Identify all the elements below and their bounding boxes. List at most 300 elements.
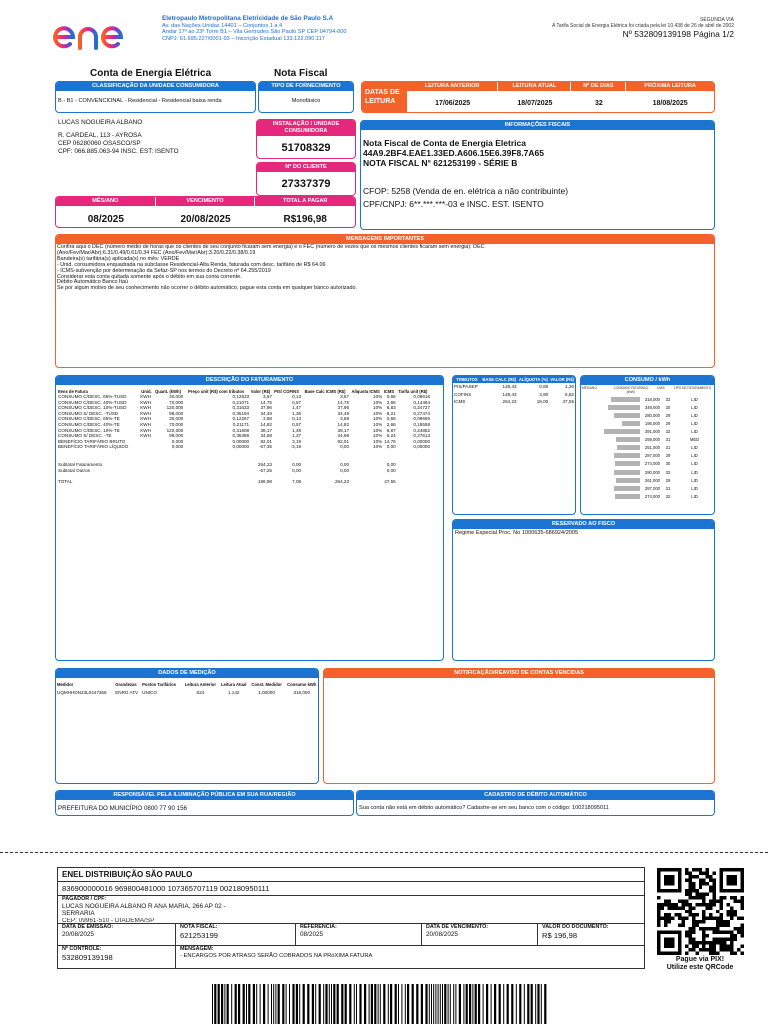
- leitura-atual-value: 18/07/2025: [517, 100, 553, 108]
- billing-col-header: Quant. (kWh): [154, 389, 182, 394]
- billing-cell: KWH: [140, 427, 151, 433]
- billing-subtotal-cell: 0,00: [340, 467, 350, 473]
- billing-box: [55, 375, 444, 661]
- customer-info: [58, 119, 179, 156]
- consumption-bar: [614, 470, 640, 475]
- billing-cell: 3,19: [292, 438, 302, 444]
- messages-box: [55, 234, 715, 368]
- billing-cell: -67,35: [258, 444, 272, 450]
- billing-cell: KWH: [140, 405, 151, 411]
- billing-col-header: ICMS: [383, 389, 395, 394]
- slip-value-label: VALOR DO DOCUMENTO:: [542, 924, 609, 930]
- fisco-header: RESERVADO AO FISCO: [453, 520, 714, 529]
- consumption-row: [582, 476, 713, 484]
- fiscal-invoice-number: NOTA FISCAL N° 621253199 - SÉRIE B: [363, 158, 518, 168]
- tax-row: [453, 391, 575, 399]
- billing-cell: 0,00000: [232, 444, 250, 450]
- billing-cell: 0,57: [292, 399, 302, 405]
- tax-cell: PIS/PASEP: [454, 384, 478, 389]
- slip-barcode-line[interactable]: 836900000016 969800481000 107365707119 002180950111: [58, 882, 644, 896]
- consumption-bar: [616, 437, 640, 442]
- consumption-row: [582, 460, 713, 468]
- billing-cell: CONSUMO C/DESC. 65%-TUSD: [58, 394, 127, 399]
- billing-cell: 0,27613: [413, 433, 430, 439]
- billing-cell: 10%: [373, 416, 383, 422]
- consumption-col-header: TIPO DE FATURAMENTO: [673, 386, 712, 390]
- billing-cell: 70,000: [169, 421, 184, 427]
- billing-cell: CONSUMO C/DESC. 10%-TUSD: [58, 405, 127, 411]
- doc-header-right: [454, 17, 734, 39]
- consumption-col-header: MÊS/ANO: [582, 386, 597, 390]
- fisco-text: Regime Especial Proc. No 1000635-686924/2005: [455, 530, 579, 536]
- consumption-row: [582, 492, 713, 500]
- taxes-table: [453, 376, 575, 406]
- consumption-days: 31: [665, 445, 671, 451]
- consumption-header: CONSUMO / kWh: [581, 376, 714, 385]
- fiscal-access-key: 44A9.2BF4.EAE1.33ED.A606.15E6.39F8.7A65: [363, 148, 544, 158]
- consumption-type: LID: [691, 412, 698, 418]
- billing-cell: KWH: [140, 416, 151, 422]
- billing-cell: 0,00000: [232, 438, 250, 444]
- billing-cell: KWH: [140, 421, 151, 427]
- billing-cell: 1,36: [292, 410, 302, 416]
- billing-cell: 14,75: [260, 399, 272, 405]
- metering-col-header: Postos Tarifários: [142, 682, 177, 687]
- billing-total-cell: 264,23: [334, 479, 350, 485]
- slip-issue-date: 20/08/2025: [62, 931, 94, 938]
- fiscal-cfop: CFOP: 5258 (Venda de en. elétrica a não contribuinte): [363, 186, 569, 196]
- consumption-row: [582, 403, 713, 411]
- messages-list: [56, 244, 714, 293]
- billing-subtotal-cell: 0,00: [386, 467, 396, 473]
- consumption-bar: [614, 486, 640, 491]
- reading-dates-label: DATAS DE LEITURA: [362, 82, 407, 112]
- tax-cell: COFINS: [454, 391, 472, 397]
- billing-cell: 0,21171: [232, 421, 250, 427]
- consumption-type: MED: [689, 437, 700, 443]
- billing-cell: 10%: [373, 427, 383, 433]
- consumption-type: LID: [691, 493, 698, 499]
- doc-number: Nº 532809139198 Página 1/2: [622, 29, 734, 39]
- consumption-type: LID: [691, 429, 698, 435]
- consumption-days: 29: [665, 453, 671, 459]
- supply-value: Monofásico: [291, 98, 321, 104]
- billing-row: [58, 422, 430, 428]
- billing-cell: 6,21: [386, 410, 396, 416]
- billing-col-header: Valor (R$): [250, 389, 271, 394]
- consumption-bar: [615, 494, 640, 499]
- consumption-days: 31: [665, 485, 671, 491]
- billing-cell: 120,000: [166, 405, 184, 411]
- consumption-days: 32: [665, 493, 671, 499]
- billing-col-header: PIS/ COFINS: [274, 389, 299, 394]
- consumption-type: LID: [691, 453, 698, 459]
- billing-cell: 0,13: [292, 416, 302, 422]
- billing-cell: 2,65: [386, 399, 396, 405]
- billing-cell: 34,68: [337, 433, 350, 439]
- billing-cell: 70,000: [169, 399, 184, 405]
- billing-cell: 10%: [373, 433, 383, 439]
- consumption-row: [582, 484, 713, 492]
- billing-cell: 0,66: [386, 394, 396, 399]
- proxima-leitura-value: 18/08/2025: [652, 100, 688, 108]
- billing-col-header: Tarifa unit (R$): [398, 389, 428, 394]
- billing-cell: 82,01: [260, 438, 272, 444]
- consumption-value: 287,000: [644, 453, 660, 459]
- payment-summary: [55, 196, 356, 228]
- billing-subtotal-cell: 0,00: [386, 461, 396, 467]
- consumption-days: 32: [665, 429, 671, 435]
- billing-cell: 0,16558: [413, 421, 430, 427]
- billing-total-cell: 47,55: [384, 479, 396, 485]
- billing-cell: 3,67: [263, 394, 272, 399]
- billing-subtotal-cell: Subtotal Outros: [58, 467, 90, 473]
- slip-due: 20/08/2025: [426, 931, 458, 938]
- consumption-value: 274,000: [644, 461, 660, 467]
- pix-caption-line: Pague via PIX!: [675, 956, 725, 963]
- billing-cell: 0,14484: [413, 399, 430, 405]
- consumption-col-header: DIAS: [657, 386, 665, 390]
- payment-slip: [57, 867, 645, 969]
- tax-cell: 0,85: [539, 384, 549, 389]
- message-line: Confira aqui o DEC (número médio de horas que os clientes de seu conjunto ficaram sem energia) e o FEC (número de vezes que os mesmos clientes ficaram sem energia): DEC: [57, 244, 485, 250]
- consumption-value: 349,000: [644, 404, 660, 410]
- fiscal-info-box: [360, 120, 715, 230]
- billing-cell: KWH: [140, 433, 151, 439]
- metering-cell: UNICO: [142, 690, 157, 695]
- metering-cell: 1,00000: [258, 690, 275, 695]
- tax-cell: 18,00: [536, 399, 549, 405]
- consumption-box: [580, 375, 715, 515]
- num-dias-value: 32: [594, 100, 603, 108]
- metering-col-header: Leitura Atual: [220, 682, 247, 687]
- payment-barcode[interactable]: [212, 984, 550, 1024]
- supply-box: [258, 81, 354, 113]
- slip-issue-label: DATA DE EMISSÃO:: [62, 924, 114, 930]
- consumption-type: LID: [691, 404, 698, 410]
- consumption-bar: [611, 397, 640, 402]
- slip-payer-label: PAGADOR / CPF:: [62, 896, 107, 902]
- tax-col-header: BASE CALC (R$): [482, 377, 517, 382]
- consumption-row: [582, 444, 713, 452]
- billing-cell: 0,00000: [413, 438, 430, 444]
- billing-cell: 10%: [373, 444, 383, 450]
- cut-line: [0, 852, 768, 853]
- billing-cell: 10%: [373, 438, 383, 444]
- public-lighting-box: [55, 790, 354, 816]
- billing-cell: 0,35388: [232, 433, 250, 439]
- billing-cell: 34,68: [260, 433, 272, 439]
- col-total-pagar: TOTAL A PAGAR: [255, 197, 355, 206]
- tax-cell: 149,43: [502, 384, 517, 389]
- billing-cell: 98,000: [169, 433, 184, 439]
- mes-ano-value: 08/2025: [87, 213, 124, 225]
- invoice-title: Nota Fiscal: [274, 68, 328, 79]
- taxes-box: [452, 375, 576, 515]
- billing-cell: 120,000: [166, 427, 184, 433]
- pix-caption-line: Utilize este QRCode: [666, 964, 734, 971]
- col-num-dias: Nº DE DIAS: [571, 82, 626, 91]
- consumption-value: 280,000: [644, 412, 660, 418]
- billing-cell: 0,13: [292, 394, 302, 399]
- message-line: - ICMS-subvenção por determinação da Sefaz-SP nos termos do Decreto nº 64.255/2019: [57, 267, 271, 274]
- auto-debit-box: [356, 790, 715, 816]
- tax-row: [453, 383, 575, 391]
- consumption-bar: [604, 429, 640, 434]
- billing-col-header: Unid.: [141, 389, 152, 394]
- consumption-row: [582, 436, 713, 444]
- consumption-days: 29: [665, 421, 671, 427]
- slip-message-label: MENSAGEM:: [180, 946, 214, 952]
- consumption-value: 251,000: [644, 445, 660, 451]
- tax-cell: 1,26: [565, 384, 574, 389]
- billing-cell: 14,82: [337, 421, 350, 427]
- consumption-value: 274,000: [644, 493, 660, 499]
- billing-cell: 0,31633: [232, 405, 250, 411]
- consumption-value: 287,000: [644, 485, 660, 491]
- auto-debit-header: CADASTRO DE DÉBITO AUTOMÁTICO: [357, 791, 714, 800]
- billing-col-header: Preço unit (R$) com tributos: [188, 389, 245, 394]
- consumption-days: 29: [665, 412, 671, 418]
- billing-col-header: Itens de Fatura: [58, 389, 88, 394]
- metering-cell: 1.142: [227, 690, 240, 695]
- metering-cell: ENRG ATV: [115, 690, 139, 695]
- billing-cell: 14,75: [337, 399, 350, 405]
- pix-caption: [650, 956, 750, 972]
- fiscal-cpf: CPF/CNPJ: 6**.***.***-03 e INSC. EST. ISENTO: [363, 199, 544, 209]
- consumption-days: 32: [665, 396, 671, 402]
- billing-row: [58, 394, 430, 400]
- billing-cell: 6,83: [386, 405, 396, 411]
- billing-cell: 0,35194: [232, 410, 250, 416]
- company-address: Andar 17º ao 23º Torre B1 – Vila Gertrudes São Paulo SP CEP:04794-000: [162, 29, 347, 36]
- installation-number: 51708329: [281, 142, 331, 154]
- metering-col-header: Grandezas: [115, 682, 137, 687]
- consumption-row: [582, 411, 713, 419]
- consumption-value: 195,000: [644, 421, 660, 427]
- installation-header: INSTALAÇÃO / UNIDADE CONSUMIDORA: [257, 120, 355, 136]
- billing-total-cell: 7,08: [292, 479, 302, 485]
- slip-due-label: DATA DE VENCIMENTO:: [426, 924, 489, 930]
- enel-logo: [52, 18, 144, 50]
- slip-nf: 621253199: [180, 931, 219, 940]
- col-vencimento: VENCIMENTO: [156, 197, 256, 206]
- company-address: CNPJ: 61.695.227/0001-93 – Inscrição Estadual 133.122.090.117: [162, 35, 325, 42]
- slip-value: R$ 196,98: [542, 931, 578, 940]
- metering-cell: 318,000: [293, 690, 311, 695]
- col-leitura-atual: LEITURA ATUAL: [498, 82, 571, 91]
- billing-cell: KWH: [140, 394, 151, 399]
- consumption-value: 318,000: [644, 396, 660, 402]
- billing-cell: 6,24: [386, 433, 396, 439]
- billing-cell: 10%: [373, 399, 383, 405]
- company-name: Eletropaulo Metropolitana Eletricidade de São Paulo S.A: [162, 15, 334, 22]
- tax-cell: 5,82: [565, 391, 574, 397]
- billing-cell: 3,68: [263, 416, 272, 422]
- billing-cell: 1,37: [292, 433, 302, 439]
- billing-cell: 0,00: [340, 444, 350, 450]
- customer-name: LUCAS NOGUEIRA ALBANO: [58, 119, 143, 126]
- client-number-header: Nº DO CLIENTE: [257, 163, 355, 172]
- consumption-bar: [615, 461, 640, 466]
- consumption-bar: [622, 421, 640, 426]
- billing-cell: BENEFÍCIO TARIFÁRIO BRUTO: [58, 438, 126, 444]
- metering-cell: UQMHHDN23L0447368: [57, 690, 107, 695]
- slip-message: - ENCARGOS POR ATRASO SERÃO COBRADOS NA PRóXIMA FATURA: [180, 953, 373, 959]
- consumption-value: 261,000: [644, 477, 660, 483]
- fiscal-line: Nota Fiscal de Conta de Energia Eletrica: [363, 138, 526, 148]
- col-proxima-leitura: PRÓXIMA LEITURA: [626, 82, 714, 91]
- consumption-row: [582, 428, 713, 436]
- billing-cell: 2,66: [386, 421, 396, 427]
- tax-cell: 47,55: [562, 399, 574, 405]
- consumption-row: [582, 395, 713, 403]
- consumption-value: 280,000: [644, 469, 660, 475]
- bill-title: Conta de Energia Elétrica: [90, 68, 212, 79]
- billing-cell: 34,49: [337, 410, 350, 416]
- billing-cell: 0,09665: [413, 416, 430, 422]
- tax-col-header: VALOR (R$): [550, 377, 574, 382]
- via-label: SEGUNDA VIA: [700, 17, 734, 23]
- billing-cell: -3,19: [290, 444, 302, 450]
- public-lighting-text: PREFEITURA DO MUNICÍPIO 0800 77 90 156: [58, 805, 187, 812]
- billing-cell: KWH: [140, 399, 151, 405]
- slip-payer: [58, 896, 644, 924]
- billing-cell: 98,000: [169, 410, 184, 416]
- public-lighting-header: RESPONSÁVEL PELA ILUMINAÇÃO PÚBLICA EM SUA RUA/REGIÃO: [56, 791, 353, 800]
- overdue-notice-box: [323, 668, 715, 784]
- billing-table: [58, 389, 430, 485]
- tax-col-header: ALÍQUOTA (%): [518, 377, 548, 382]
- slip-nf-label: NOTA FISCAL:: [180, 924, 218, 930]
- consumption-col-header: CONSUMO FATURADO (kWh): [613, 386, 649, 394]
- billing-cell: CONSUMO C/DESC. 40%-TE: [58, 421, 120, 427]
- customer-address: CEP 06280060 OSASCO/SP: [58, 140, 141, 147]
- billing-cell: 0,12533: [232, 394, 250, 399]
- billing-cell: 0,00000: [413, 444, 430, 450]
- billing-cell: CONSUMO S/ DESC. -TUSD: [58, 410, 119, 416]
- metering-col-header: Const. Medidor: [251, 682, 282, 687]
- billing-subtotal-cell: Subtotal Faturamento: [58, 461, 103, 467]
- billing-cell: 38,17: [337, 427, 350, 433]
- billing-cell: 6,87: [386, 427, 396, 433]
- tax-cell: 3,90: [539, 391, 549, 397]
- classification-value: B - B1 - CONVENCIONAL - Residencial - Residencial baixa renda: [58, 98, 222, 104]
- billing-cell: 0,31608: [232, 427, 250, 433]
- billing-cell: CONSUMO C/DESC. 40%-TUSD: [58, 399, 127, 405]
- consumption-days: 30: [665, 404, 671, 410]
- billing-cell: 0,24727: [413, 405, 430, 411]
- billing-cell: 0,66: [386, 416, 396, 422]
- billing-cell: 82,01: [337, 438, 350, 444]
- billing-cell: 3,68: [340, 416, 350, 422]
- billing-cell: 34,49: [260, 410, 272, 416]
- client-number-box: [256, 162, 356, 196]
- billing-col-header: Alíquota ICMS: [351, 389, 380, 394]
- billing-cell: 0,00: [386, 444, 396, 450]
- overdue-notice-header: NOTIFICAÇÃO/REAVISO DE CONTAS VENCIDAS: [324, 669, 714, 678]
- slip-company: ENEL DISTRIBUIÇÃO SÃO PAULO: [58, 868, 644, 882]
- metering-col-header: Medidor: [57, 682, 74, 687]
- billing-subtotal-cell: 0,00: [292, 461, 302, 467]
- company-info: [162, 16, 412, 42]
- metering-header: DADOS DE MEDIÇÃO: [56, 669, 318, 678]
- billing-cell: 1,48: [292, 427, 302, 433]
- billing-cell: CONSUMO C/DESC. 10%-TE: [58, 427, 120, 433]
- classification-box: [55, 81, 256, 113]
- billing-cell: 38,17: [260, 427, 272, 433]
- consumption-type: LID: [691, 396, 698, 402]
- col-leitura-anterior: LEITURA ANTERIOR: [407, 82, 498, 91]
- slip-control: 532809139198: [62, 953, 113, 962]
- slip-ref: 08/2025: [300, 931, 324, 938]
- tax-cell: ICMS: [454, 399, 466, 405]
- billing-subtotal-cell: 0,00: [292, 467, 302, 473]
- billing-cell: CONSUMO C/DESC. 65%-TE: [58, 416, 120, 422]
- billing-cell: 3,67: [340, 394, 350, 399]
- consumption-days: 31: [665, 437, 671, 443]
- billing-cell: CONSUMO S/ DESC. -TE: [58, 433, 112, 439]
- message-line: Considerar esta conta quitada somente após o débito em sua conta corrente.: [57, 273, 242, 280]
- reading-dates-box: [361, 81, 715, 113]
- slip-control-label: Nº CONTROLE:: [62, 946, 102, 952]
- installation-box: [256, 119, 356, 159]
- message-line: Débito Automático Banco Itaú: [57, 279, 129, 286]
- tax-col-header: TRIBUTOS: [453, 376, 481, 383]
- consumption-bar: [617, 445, 640, 450]
- supply-header: TIPO DE FORNECIMENTO: [259, 82, 353, 91]
- billing-total-cell: 196,98: [257, 479, 272, 485]
- leitura-anterior-value: 17/06/2025: [435, 100, 471, 108]
- consumption-days: 29: [665, 477, 671, 483]
- consumption-type: LID: [691, 461, 698, 467]
- consumption-type: LID: [691, 485, 698, 491]
- billing-cell: 1,47: [292, 405, 302, 411]
- consumption-bar: [608, 405, 640, 410]
- billing-cell: 30,000: [169, 394, 184, 399]
- tax-row: [453, 398, 575, 406]
- metering-cell: 824: [196, 690, 205, 695]
- classification-header: CLASSIFICAÇÃO DA UNIDADE CONSUMIDORA: [56, 82, 255, 91]
- message-line: (Ano/Fev/Mar/Abr):6.31/0.49/0.61/0.34 FEC (Ano/Fev/Mar/Abr):3.20/0.22/0.38/0.19: [57, 249, 256, 256]
- consumption-days: 30: [665, 461, 671, 467]
- billing-subtotal-cell: 0,00: [340, 461, 350, 467]
- billing-subtotal-cell: -67,25: [258, 467, 272, 473]
- billing-cell: 10%: [373, 421, 383, 427]
- billing-cell: 10%: [373, 405, 383, 411]
- consumption-bar: [614, 453, 640, 458]
- billing-cell: 0,000: [171, 444, 184, 450]
- pix-qr-code-icon[interactable]: [654, 868, 747, 955]
- company-address: Av. das Nações Unidas 14401 – Conjuntos 1 a 4: [162, 22, 283, 29]
- messages-header: MENSAGENS IMPORTANTES: [56, 235, 714, 244]
- billing-cell: 0,27474: [413, 410, 430, 416]
- auto-debit-text: Sua conta não está em débito automático? Cadastre-se em seu banco com o código: 100218095011: [359, 805, 609, 811]
- slip-payer-line: SERRARIA: [62, 910, 95, 918]
- message-line: - Unid. consumidora enquadrada na subclasse Residencial-Alta Renda, faturada com desc. tarifário de R$ 64.06: [57, 261, 326, 268]
- fiscal-info-header: INFORMAÇÕES FISCAIS: [361, 121, 714, 130]
- billing-row: [58, 444, 430, 450]
- billing-total-cell: TOTAL: [58, 479, 73, 485]
- tax-cell: 149,43: [502, 391, 517, 397]
- billing-cell: 0,21071: [232, 399, 250, 405]
- tariff-note: A Tarifa Social de Energia Elétrica foi criada pela lei 10.438 de 26 de abril de 2002: [552, 23, 734, 29]
- consumption-type: LID: [691, 445, 698, 451]
- tax-cell: 264,23: [502, 399, 517, 405]
- total-value: R$196,98: [283, 213, 327, 225]
- billing-cell: 37,96: [260, 405, 272, 411]
- due-date-value: 20/08/2025: [180, 213, 231, 225]
